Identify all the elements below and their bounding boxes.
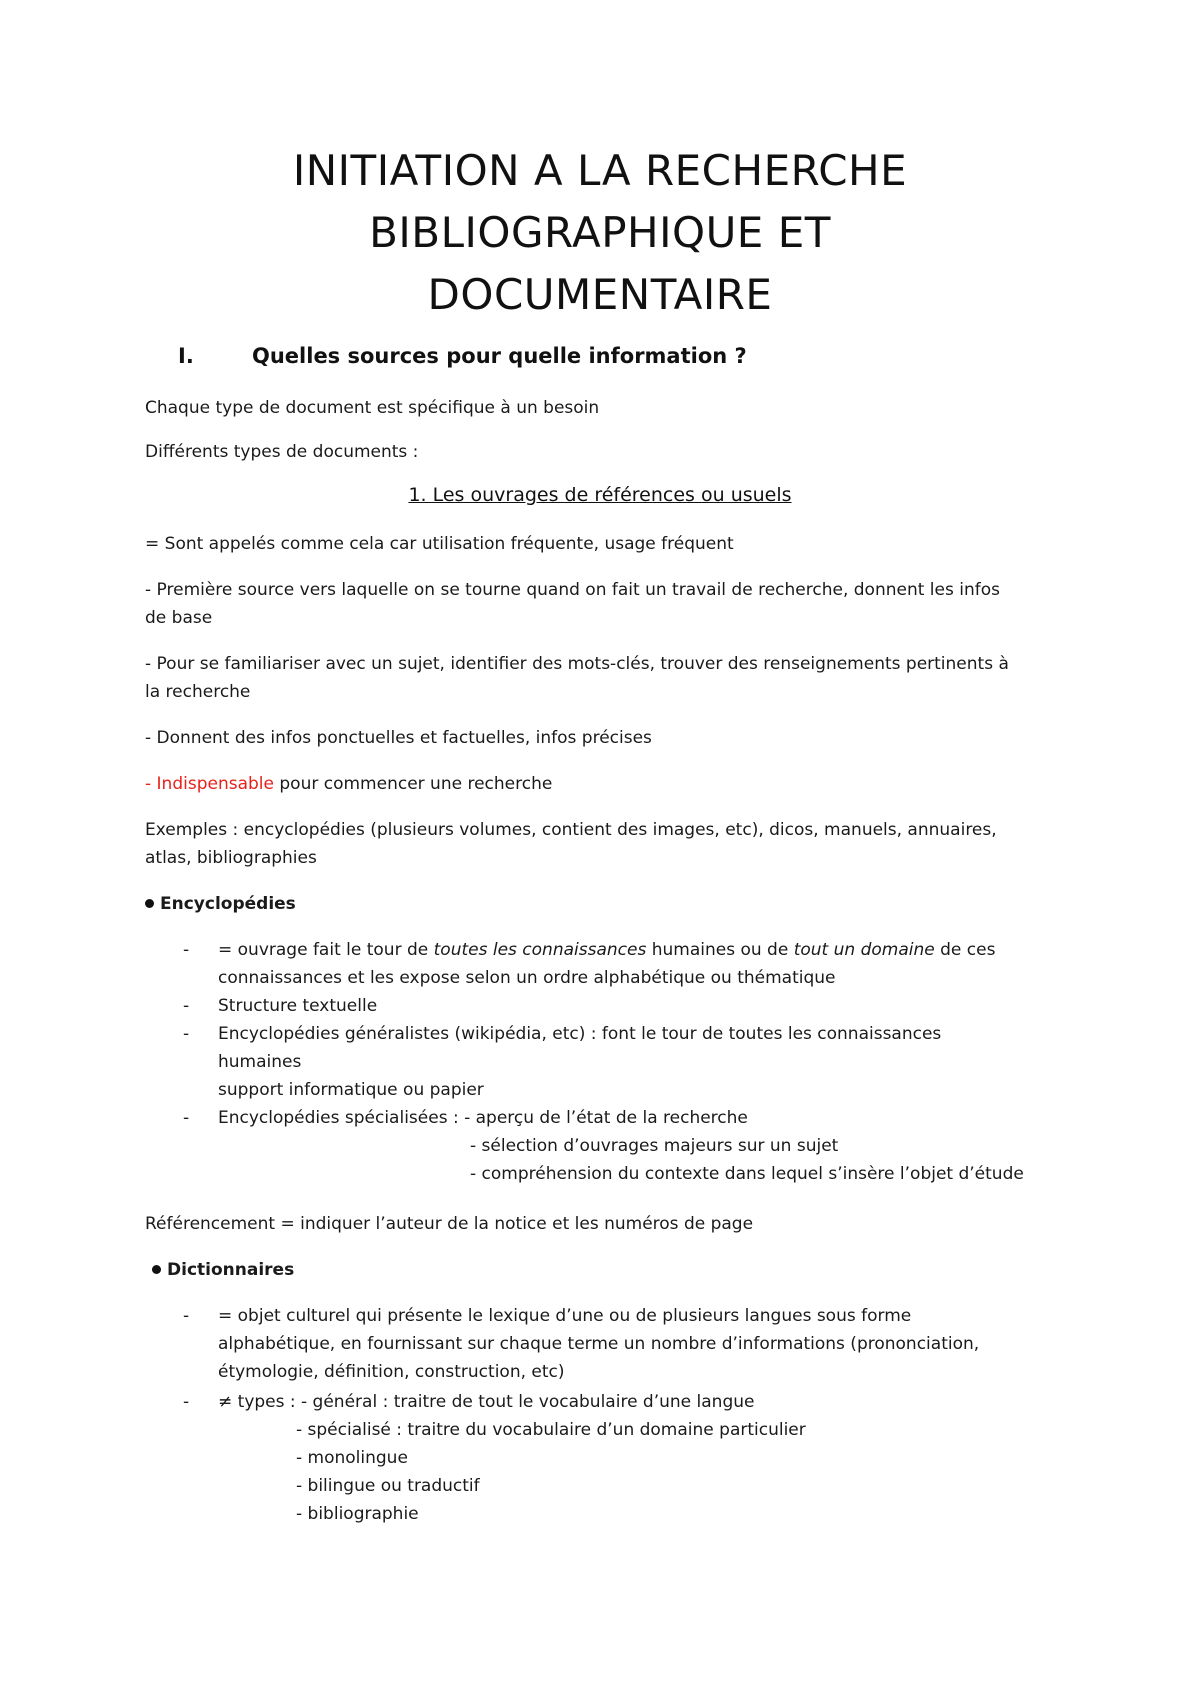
- text-run: de ces: [934, 940, 996, 960]
- list-item-line: Encyclopédies généralistes (wikipédia, etc) : font le tour de toutes les connaissances: [218, 1024, 942, 1044]
- highlight-word: Indispensable: [156, 774, 274, 794]
- heading-label: Encyclopédies: [160, 894, 296, 914]
- list-item-line: = objet culturel qui présente le lexique d’une ou de plusieurs langues sous forme: [218, 1306, 912, 1326]
- list-dash: -: [183, 1108, 190, 1128]
- section-heading: Quelles sources pour quelle information ?: [252, 344, 747, 368]
- paragraph-line: atlas, bibliographies: [145, 848, 317, 868]
- paragraph: Référencement = indiquer l’auteur de la notice et les numéros de page: [145, 1214, 754, 1234]
- paragraph-indispensable: [145, 770, 552, 798]
- encyclopedies-heading: [145, 890, 296, 918]
- list-item-line: - compréhension du contexte dans lequel s’insère l’objet d’étude: [470, 1164, 1024, 1184]
- list-item-line: - monolingue: [296, 1448, 408, 1468]
- list-item-line: ≠ types : - général : traitre de tout le vocabulaire d’une langue: [218, 1392, 755, 1412]
- paragraph-line: la recherche: [145, 682, 251, 702]
- list-item-line: support informatique ou papier: [218, 1080, 484, 1100]
- list-dash: -: [183, 1306, 190, 1326]
- dictionnaires-heading: [152, 1256, 294, 1284]
- title-line-1: INITIATION A LA RECHERCHE: [292, 146, 908, 195]
- title-line-2: BIBLIOGRAPHIQUE ET: [369, 208, 831, 257]
- paragraph-line: de base: [145, 608, 213, 628]
- dash-red: -: [145, 774, 157, 794]
- list-item-line: [218, 936, 995, 964]
- list-dash: -: [183, 940, 190, 960]
- list-item-line: Encyclopédies spécialisées : - aperçu de l’état de la recherche: [218, 1108, 748, 1128]
- paragraph: - Donnent des infos ponctuelles et factuelles, infos précises: [145, 728, 652, 748]
- list-dash: -: [183, 1024, 190, 1044]
- list-item-line: - bilingue ou traductif: [296, 1476, 480, 1496]
- paragraph-rest: pour commencer une recherche: [273, 774, 553, 794]
- paragraph-line: - Pour se familiariser avec un sujet, identifier des mots-clés, trouver des renseignements pertinents à: [145, 654, 1009, 674]
- bullet-dot-icon: [145, 899, 154, 908]
- text-run: = ouvrage fait le tour de: [218, 940, 434, 960]
- list-dash: -: [183, 1392, 190, 1412]
- document-title: [0, 140, 1200, 326]
- list-dash: -: [183, 996, 190, 1016]
- section-number: I.: [178, 344, 194, 368]
- bullet-dot-icon: [152, 1265, 161, 1274]
- list-item-line: - bibliographie: [296, 1504, 419, 1524]
- list-item-line: connaissances et les expose selon un ordre alphabétique ou thématique: [218, 968, 836, 988]
- italic-run: tout un domaine: [793, 940, 935, 960]
- list-item-line: alphabétique, en fournissant sur chaque terme un nombre d’informations (prononciation,: [218, 1334, 980, 1354]
- paragraph: = Sont appelés comme cela car utilisation fréquente, usage fréquent: [145, 534, 734, 554]
- list-item-line: Structure textuelle: [218, 996, 378, 1016]
- title-line-3: DOCUMENTAIRE: [427, 270, 773, 319]
- list-item-line: - sélection d’ouvrages majeurs sur un sujet: [470, 1136, 839, 1156]
- paragraph-line: Exemples : encyclopédies (plusieurs volumes, contient des images, etc), dicos, manuels, annuaires,: [145, 820, 997, 840]
- list-item-line: - spécialisé : traitre du vocabulaire d’un domaine particulier: [296, 1420, 806, 1440]
- list-item-line: étymologie, définition, construction, etc): [218, 1362, 565, 1382]
- list-item-line: humaines: [218, 1052, 302, 1072]
- heading-label: Dictionnaires: [167, 1260, 295, 1280]
- subsection-heading: 1. Les ouvrages de références ou usuels: [408, 484, 792, 506]
- paragraph: Différents types de documents :: [145, 442, 419, 462]
- text-run: humaines ou de: [646, 940, 794, 960]
- italic-run: toutes les connaissances: [433, 940, 647, 960]
- paragraph-line: - Première source vers laquelle on se tourne quand on fait un travail de recherche, donnent les infos: [145, 580, 1000, 600]
- paragraph: Chaque type de document est spécifique à un besoin: [145, 398, 600, 418]
